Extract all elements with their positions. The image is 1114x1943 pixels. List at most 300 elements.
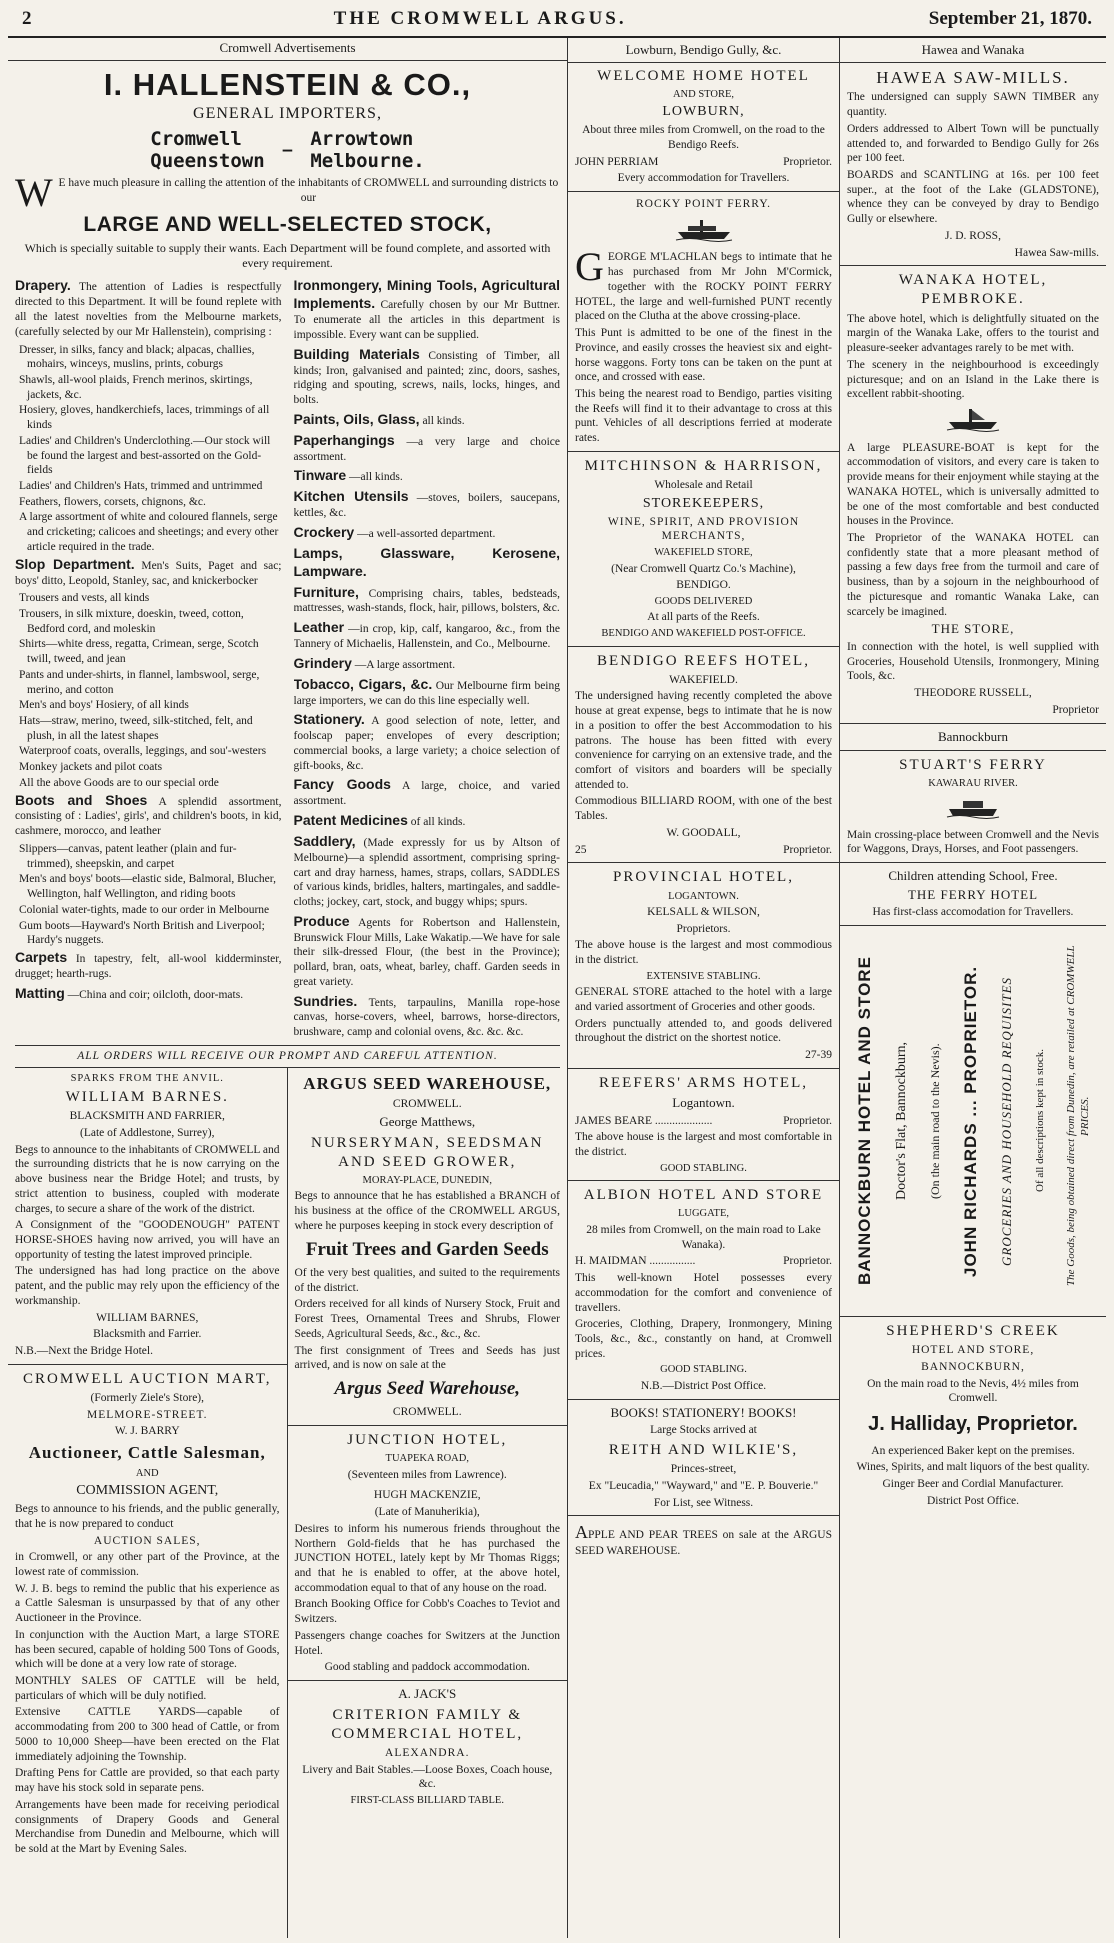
masthead bbox=[8, 8, 1106, 38]
criterion-p2: FIRST-CLASS BILLIARD TABLE. bbox=[350, 1795, 504, 1807]
right-entry bbox=[294, 993, 561, 1040]
department-text: —China and coir; oilcloth, door-mats. bbox=[67, 988, 244, 1001]
books-sub: Large Stocks arrived at bbox=[650, 1424, 757, 1437]
seed-p2: Of the very best qualities, and suited to the requirements of the district. bbox=[294, 1266, 560, 1294]
seed-p3: Orders received for all kinds of Nursery Stock, Fruit and Forest Trees, Ornamental Trees and Shrubs, Flower Seeds, Agricultural Seeds, &c., &c., &c. bbox=[294, 1298, 560, 1340]
department-text: —stoves, boilers, saucepans, kettles, &c. bbox=[293, 492, 560, 520]
department-heading: Crockery bbox=[293, 523, 355, 540]
department-heading: Lamps, Glassware, Kerosene, Lampware. bbox=[293, 544, 560, 579]
town-cromwell: Cromwell bbox=[150, 127, 242, 150]
town-queenstown: Queenstown bbox=[150, 149, 265, 172]
auction-role: Auctioneer, Cattle Salesman, bbox=[28, 1443, 266, 1463]
department-text: —A large assortment. bbox=[354, 658, 456, 671]
bannockburn-vertical-ad bbox=[845, 931, 1101, 1311]
left-entry bbox=[15, 510, 282, 554]
books-name-text: EITH AND WILKIE'S, bbox=[620, 1441, 799, 1458]
right-entry bbox=[294, 655, 561, 673]
ferry-boat-icon bbox=[575, 216, 832, 247]
department-heading: Drapery. bbox=[15, 277, 71, 294]
drop-cap: R bbox=[608, 1441, 621, 1458]
paper-title: THE CROMWELL ARGUS. bbox=[333, 8, 627, 29]
left-entry bbox=[15, 744, 282, 759]
left-entry bbox=[15, 591, 282, 606]
department-text: A good selection of note, letter, and foolscap paper; envelopes of every description; commercial books, a large variety; a choice selection of gift-books, &c. bbox=[293, 715, 560, 772]
divider bbox=[568, 451, 839, 452]
columns bbox=[8, 38, 1106, 1938]
shepherd-who: J. Halliday, Proprietor. bbox=[868, 1412, 1078, 1435]
column-lowburn bbox=[568, 38, 840, 1938]
column-header: Cromwell Advertisements bbox=[8, 38, 567, 61]
department-heading: Patent Medicines bbox=[293, 812, 408, 829]
departments-left bbox=[15, 277, 282, 1042]
bannockburn-label: Bannockburn bbox=[937, 728, 1009, 744]
arms-who: JAMES BEARE .................... bbox=[575, 1114, 713, 1127]
stuart-hotel: THE FERRY HOTEL bbox=[907, 886, 1039, 902]
books-list: For List, see Witness. bbox=[653, 1496, 754, 1509]
left-entry bbox=[15, 556, 282, 589]
department-text: Monkey jackets and pilot coats bbox=[19, 761, 163, 774]
welcome-title-text: ELCOME HOME HOTEL bbox=[613, 67, 810, 84]
column-hawea bbox=[840, 38, 1106, 1938]
albion-town: LUGGATE, bbox=[677, 1208, 730, 1220]
welcome-proprietor bbox=[575, 155, 832, 170]
shepherd-p4: Ginger Beer and Cordial Manufacturer. bbox=[882, 1478, 1064, 1490]
ferry-title: ROCKY POINT FERRY. bbox=[635, 198, 772, 211]
barnes-signature: WILLIAM BARNES, bbox=[96, 1311, 199, 1324]
department-text: all kinds. bbox=[422, 414, 465, 427]
barnes-nb: N.B.—Next the Bridge Hotel. bbox=[15, 1344, 153, 1357]
town-arrowtown: Arrowtown bbox=[310, 127, 414, 150]
books-title: BOOKS! STATIONERY! BOOKS! bbox=[610, 1404, 797, 1420]
books-name bbox=[575, 1441, 832, 1460]
left-entry bbox=[15, 434, 282, 478]
auction-who: W. J. BARRY bbox=[114, 1425, 180, 1438]
junction-title bbox=[295, 1431, 561, 1450]
right-entry bbox=[294, 776, 561, 809]
seed-house: Argus Seed Warehouse, bbox=[334, 1377, 521, 1399]
left-entry bbox=[15, 714, 282, 743]
department-text: Comprising chairs, tables, bedsteads, mattresses, wash-stands, flock, hair, pillows, bolsters, &c. bbox=[293, 587, 560, 615]
department-text: Hosiery, gloves, handkerchiefs, laces, trimmings of all kinds bbox=[19, 404, 270, 432]
department-text: Agents for Robertson and Hallenstein, Brunswick Flour Mills, Lake Wakatip.—We have for sale their silk-dressed Flour, (the best in the Province); pollard, bran, oats, wheat, barley, chaff. Garden seeds in great variety. bbox=[293, 916, 560, 988]
department-heading: Leather bbox=[293, 619, 345, 636]
firm-subtitle: GENERAL IMPORTERS, bbox=[193, 105, 382, 123]
wanaka-p2: The scenery in the neighbourhood is exceedingly picturesque; and on an Island in the Lake there is excellent rabbit-shooting. bbox=[847, 358, 1099, 401]
right-entry bbox=[294, 411, 561, 429]
department-heading: Slop Department. bbox=[15, 555, 135, 572]
right-entry bbox=[294, 277, 561, 342]
department-heading: Tobacco, Cigars, &c. bbox=[293, 675, 433, 692]
right-entry bbox=[294, 488, 561, 521]
left-entry bbox=[15, 495, 282, 510]
right-entry bbox=[294, 545, 561, 581]
albion-nb: N.B.—District Post Office. bbox=[640, 1379, 767, 1392]
ferry-p1 bbox=[575, 244, 832, 324]
department-text: —a very large and choice assortment. bbox=[293, 435, 560, 463]
albion-title-text: LBION HOTEL AND STORE bbox=[596, 1187, 824, 1204]
books-street: Princes-street, bbox=[670, 1463, 737, 1476]
drop-cap: A bbox=[575, 1522, 588, 1543]
wanaka-store: THE STORE, bbox=[931, 621, 1015, 637]
albion-p2: This well-known Hotel possesses every accommodation for the comfort and convenience of travellers. bbox=[575, 1272, 832, 1314]
seed-trade-text: URSERYMAN, SEEDSMAN AND SEED GROWER, bbox=[323, 1134, 544, 1170]
vertical-line-2: Doctor's Flat, Bannockburn, bbox=[893, 1041, 909, 1200]
ferry-punt-icon bbox=[847, 795, 1099, 824]
department-text: A large, choice, and varied assortment. bbox=[293, 780, 560, 808]
saw-p2: Orders addressed to Albert Town will be punctually attended to, and forwarded to Bendigo Gully for 26s per 100 feet. bbox=[847, 122, 1099, 165]
seed-town2: CROMWELL. bbox=[392, 1406, 462, 1419]
drop-cap: B bbox=[597, 652, 610, 669]
drop-cap: H bbox=[876, 67, 891, 87]
reefs-role: Proprietor. bbox=[783, 843, 832, 856]
drop-cap: N bbox=[310, 1134, 324, 1151]
seed-town: CROMWELL. bbox=[392, 1098, 462, 1111]
saw-title-text: AWEA SAW-MILLS. bbox=[890, 67, 1070, 87]
towns-dash: — bbox=[282, 140, 293, 160]
department-heading: Paints, Oils, Glass, bbox=[293, 410, 420, 427]
left-entry bbox=[15, 919, 282, 948]
reefs-title-text: ENDIGO REEFS HOTEL, bbox=[609, 652, 810, 669]
divider bbox=[568, 862, 839, 863]
albion-role: Proprietor. bbox=[783, 1255, 832, 1268]
column-header: Lowburn, Bendigo Gully, &c. bbox=[568, 40, 839, 63]
auction-p1: Begs to announce to his friends, and the public generally, that he is now prepared to conduct bbox=[15, 1503, 280, 1530]
saw-title bbox=[847, 67, 1099, 89]
department-heading: Sundries. bbox=[293, 992, 358, 1009]
auction-p5: MONTHLY SALES OF CATTLE will be held, particulars of which will be duly notified. bbox=[15, 1675, 280, 1702]
wanaka-p4: The Proprietor of the WANAKA HOTEL can confidently state that a more pleasant method of passing a few days free from the turmoil and care of business, than by a sojourn in the neighbourhood of the picturesque and romantic Wanaka Lake, can scarcely be imagined. bbox=[847, 532, 1099, 618]
barnes-kicker: SPARKS FROM THE ANVIL. bbox=[70, 1072, 224, 1084]
auction-street: MELMORE-STREET. bbox=[86, 1408, 208, 1421]
department-text: Gum boots—Hayward's North British and Liverpool; Hardy's nuggets. bbox=[19, 919, 265, 947]
drop-cap: M bbox=[584, 457, 600, 474]
barnes-trade: BLACKSMITH AND FARRIER, bbox=[69, 1110, 225, 1123]
junction-who: HUGH MACKENZIE, bbox=[373, 1489, 481, 1502]
department-text: Shirts—white dress, regatta, Crimean, serge, Scotch twill, tweed, and jean bbox=[19, 638, 259, 666]
junction-title-text: UNCTION HOTEL, bbox=[355, 1432, 508, 1449]
department-text: Waterproof coats, overalls, leggings, and sou'-westers bbox=[19, 745, 267, 758]
barnes-signature-title: Blacksmith and Farrier. bbox=[93, 1328, 202, 1341]
left-entry bbox=[15, 903, 282, 918]
saw-place: Hawea Saw-mills. bbox=[1014, 246, 1099, 259]
seed-p4: The first consignment of Trees and Seeds has just arrived, and is now on sale at the bbox=[294, 1344, 560, 1372]
department-text: Feathers, flowers, corsets, chignons, &c. bbox=[19, 495, 206, 508]
seed-fruit: Fruit Trees and Garden Seeds bbox=[305, 1238, 549, 1260]
department-text: Trousers, in silk mixture, doeskin, tweed, cotton, Bedford cord, and moleskin bbox=[19, 607, 244, 635]
drop-cap: W bbox=[65, 1089, 82, 1106]
left-entry bbox=[15, 403, 282, 432]
stock-subline: Which is specially suitable to supply their wants. Each Department will be found complete, and assorted with every requirement. bbox=[24, 240, 551, 271]
divider bbox=[288, 1425, 568, 1426]
department-text: Tents, tarpaulins, Manilla rope-hose canvas, horse-covers, wheel, barrows, horse-directors, brushware, camp and colonial ovens, &c. &c. &c. bbox=[293, 996, 560, 1039]
auction-title bbox=[15, 1370, 280, 1389]
divider bbox=[840, 265, 1106, 266]
provincial-p3: Orders punctually attended to, and goods delivered throughout the district on the shortest notice. bbox=[575, 1017, 832, 1045]
divider bbox=[840, 723, 1106, 724]
welcome-role: Proprietor. bbox=[783, 155, 832, 168]
apple-ad bbox=[575, 1521, 832, 1559]
vertical-line-7: The Goods, being obtained direct from Dunedin, are retailed at CROMWELL PRICES. bbox=[1065, 945, 1092, 1287]
department-heading: Tinware bbox=[293, 467, 347, 484]
shepherd-p2: An experienced Baker kept on the premises. bbox=[871, 1444, 1075, 1457]
albion-p1: 28 miles from Cromwell, on the main road to Lake Wanaka). bbox=[586, 1223, 821, 1251]
welcome-sub: AND STORE, bbox=[672, 88, 735, 100]
department-text: In tapestry, felt, all-wool kidderminster, drugget; hearth-rugs. bbox=[15, 952, 282, 980]
mitchinson-store: WAKEFIELD STORE, bbox=[654, 547, 753, 559]
towns-left bbox=[150, 129, 264, 173]
right-entry bbox=[294, 432, 561, 465]
page-number: 2 bbox=[22, 8, 32, 29]
reefs-num: 25 bbox=[575, 843, 587, 856]
provincial-who: KELSALL & WILSON, bbox=[647, 905, 760, 918]
auction-p3: W. J. B. begs to remind the public that his experience as a Cattle Salesman is unsurpassed by that of any other Auctioneer in the Province. bbox=[15, 1582, 280, 1625]
department-text: Ladies' and Children's Hats, trimmed and untrimmed bbox=[19, 480, 263, 493]
saw-p3: BOARDS and SCANTLING at 16s. per 100 feet super., at the foot of the Lake (GLADSTONE), whence they can be conveyed by dray to Bendigo Gully or elsewhere. bbox=[847, 168, 1099, 226]
provincial-p1: The above house is the largest and most commodious in the district. bbox=[575, 939, 832, 967]
vertical-line-4: JOHN RICHARDS ... PROPRIETOR. bbox=[961, 965, 981, 1277]
arms-title-text: EEFERS' ARMS HOTEL, bbox=[611, 1074, 808, 1091]
reefs-title bbox=[575, 652, 832, 671]
shepherd-p1: On the main road to the Nevis, 4½ miles from Cromwell. bbox=[867, 1377, 1079, 1405]
seed-address: MORAY-PLACE, DUNEDIN, bbox=[362, 1175, 492, 1187]
wanaka-p1: The above hotel, which is delightfully situated on the margin of the Wanaka Lake, offers to the tourist and pleasure-seeker advantages rarely to be met with. bbox=[847, 312, 1099, 355]
seed-name: George Matthews, bbox=[379, 1114, 476, 1130]
intro-text: E have much pleasure in calling the attention of the inhabitants of CROMWELL and surrounding districts to our bbox=[58, 177, 559, 205]
auction-former: (Formerly Ziele's Store), bbox=[90, 1391, 205, 1404]
all-orders-line: ALL ORDERS WILL RECEIVE OUR PROMPT AND CAREFUL ATTENTION. bbox=[15, 1045, 560, 1068]
department-text: Consisting of Timber, all kinds; Iron, galvanised and painted; zinc, doors, sashes, ridging and spouting, screws, nails, locks, hinges, and bolts. bbox=[293, 349, 560, 407]
right-entry bbox=[294, 676, 561, 709]
auction-p6: Extensive CATTLE YARDS—capable of accommodating from 200 to 300 head of Cattle, or from 5000 to 10,000 Sheep—have been erected on the Flat immediately adjoining the Township. bbox=[15, 1706, 280, 1763]
auction-p2: in Cromwell, or any other part of the Province, at the lowest rate of commission. bbox=[15, 1551, 280, 1579]
auction-p4: In conjunction with the Auction Mart, a large STORE has been secured, capable of holding 500 Tons of Goods, which will be done at a very low rate of storage. bbox=[15, 1628, 280, 1671]
department-text: —a well-assorted department. bbox=[357, 527, 496, 540]
left-entry bbox=[15, 760, 282, 775]
divider bbox=[568, 1515, 839, 1516]
department-text: Men's Suits, Paget and sac; boys' ditto, Leopold, Stanley, sac, and knickerbocker bbox=[15, 559, 282, 587]
provincial-town: LOGANTOWN. bbox=[668, 890, 739, 902]
mitchinson-sub: Wholesale and Retail bbox=[654, 479, 753, 491]
left-entry bbox=[15, 949, 282, 982]
department-text: Trousers and vests, all kinds bbox=[19, 592, 150, 605]
divider bbox=[568, 646, 839, 647]
arms-role: Proprietor. bbox=[783, 1114, 832, 1127]
department-text: of all kinds. bbox=[410, 816, 466, 829]
vertical-line-6: Of all descriptions kept in stock. bbox=[1033, 1049, 1046, 1193]
provincial-stabling: EXTENSIVE STABLING. bbox=[646, 970, 761, 982]
stuart-school: Children attending School, Free. bbox=[888, 867, 1058, 883]
criterion-town: ALEXANDRA. bbox=[385, 1746, 470, 1759]
wanaka-who: THEODORE RUSSELL, bbox=[914, 687, 1032, 700]
shepherd-title bbox=[847, 1322, 1099, 1341]
department-text: Shawls, all-wool plaids, French merinos, skirtings, jackets, &c. bbox=[19, 373, 253, 401]
department-heading: Paperhangings bbox=[293, 431, 395, 448]
firm-name: I. HALLENSTEIN & CO., bbox=[103, 66, 472, 102]
auction-sales: AUCTION SALES, bbox=[93, 1534, 201, 1547]
town-melbourne: Melbourne. bbox=[310, 149, 425, 172]
divider bbox=[840, 750, 1106, 751]
mitchinson-trade2: WINE, SPIRIT, AND PROVISION MERCHANTS, bbox=[607, 515, 800, 543]
reefs-town: WAKEFIELD. bbox=[669, 673, 738, 686]
department-text: Men's and boys' Hosiery, of all kinds bbox=[19, 699, 189, 712]
left-entry bbox=[15, 479, 282, 494]
arms-title bbox=[575, 1074, 832, 1093]
provincial-title-text: ROVINCIAL HOTEL, bbox=[623, 869, 794, 886]
department-text: Hats—straw, merino, tweed, silk-stitched, felt, and plush, in all the latest shapes bbox=[19, 714, 253, 742]
drop-cap: J bbox=[347, 1432, 356, 1449]
department-text: Colonial water-tights, made to our order in Melbourne bbox=[19, 903, 270, 916]
drop-cap: A bbox=[583, 1187, 597, 1204]
barnes-late: (Late of Addlestone, Surrey), bbox=[80, 1126, 215, 1139]
ferry-p1-text: EORGE M'LACHLAN begs to intimate that he has purchased from Mr John M'Cormick, together with the ROCKY POINT FERRY HOTEL, the large and well-furnished PUNT recently placed on the Clutha at the above crossing-place. bbox=[575, 251, 832, 323]
issue-date: September 21, 1870. bbox=[928, 8, 1092, 29]
vertical-line-3: (On the main road to the Nevis). bbox=[927, 1043, 942, 1199]
divider bbox=[568, 1068, 839, 1069]
albion-proprietor bbox=[575, 1254, 832, 1269]
wanaka-p5: In connection with the hotel, is well supplied with Groceries, Household Utensils, Ironmongery, Mining Tools, &c. bbox=[847, 640, 1099, 683]
towns-right bbox=[310, 129, 424, 173]
arms-p1: The above house is the largest and most comfortable in the district. bbox=[575, 1131, 832, 1159]
column-header: Hawea and Wanaka bbox=[840, 40, 1106, 63]
drop-cap: W bbox=[15, 170, 53, 216]
albion-who: H. MAIDMAN ................ bbox=[575, 1255, 696, 1268]
stuart-river: KAWARAU RIVER. bbox=[928, 778, 1018, 790]
department-text: A splendid assortment, consisting of : Ladies', girls', and children's boots, in kid, cashmere, morocco, and leather bbox=[15, 795, 282, 838]
departments-right bbox=[294, 277, 561, 1042]
department-heading: Ironmongery, Mining Tools, Agricultural Implements. bbox=[293, 277, 560, 312]
shepherd-sub: HOTEL AND STORE, bbox=[911, 1344, 1035, 1357]
saw-p1: The undersigned can supply SAWN TIMBER any quantity. bbox=[847, 91, 1099, 119]
ferry-p2: This Punt is admitted to be one of the finest in the Province, and easily crosses the heaviest six and eight-horse waggons. Forty tons can be taken on the punt at once, and crossed with ease. bbox=[575, 327, 832, 384]
ferry-p3: This being the nearest road to Bendigo, parties visiting the Reefs will find it to their advantage to cross at this punt. Vehicles of all descriptions ferried at moderate rates. bbox=[575, 387, 832, 445]
intro-paragraph bbox=[15, 170, 560, 216]
right-entry bbox=[294, 524, 561, 542]
arms-stabling: GOOD STABLING. bbox=[660, 1162, 747, 1174]
departments bbox=[15, 277, 560, 1042]
department-text: Dresser, in silks, fancy and black; alpacas, challies, mohairs, winceys, muslins, prints, coburgs bbox=[19, 343, 255, 371]
department-heading: Carpets bbox=[15, 948, 68, 965]
department-heading: Produce bbox=[293, 912, 350, 929]
books-ex: Ex "Leucadia," "Wayward," and "E. P. Bouverie." bbox=[588, 1479, 819, 1492]
department-text: All the above Goods are to our special orde bbox=[19, 776, 219, 789]
divider bbox=[568, 191, 839, 192]
criterion-p1: Livery and Bait Stables.—Loose Boxes, Coach house, &c. bbox=[302, 1763, 553, 1791]
drop-cap: G bbox=[575, 244, 604, 290]
left-entry bbox=[15, 792, 282, 839]
department-heading: Fancy Goods bbox=[293, 776, 391, 793]
vertical-line-1: BANNOCKBURN HOTEL AND STORE bbox=[854, 956, 874, 1286]
arms-town: Logantown. bbox=[672, 1095, 735, 1111]
barnes-p1: Begs to announce to the inhabitants of CROMWELL and the surrounding districts that he is now carrying on the above business near the Bridge Hotel; and trusts, by strict attention to business, coupled with moderate charges, to secure a share of the work of the district. bbox=[15, 1143, 280, 1215]
auction-title-text: ROMWELL AUCTION MART, bbox=[35, 1370, 272, 1387]
divider bbox=[8, 1364, 287, 1365]
department-text: Our Melbourne firm being large importers, we can do this line especially well. bbox=[293, 679, 560, 707]
mitchinson-parts: At all parts of the Reefs. bbox=[647, 611, 760, 624]
criterion-title bbox=[295, 1706, 561, 1744]
mitchinson-title bbox=[575, 457, 832, 476]
divider bbox=[840, 1316, 1106, 1317]
stuart-title bbox=[847, 756, 1099, 775]
auction-role2: COMMISSION AGENT, bbox=[76, 1483, 219, 1499]
provincial-p2: GENERAL STORE attached to the hotel with a large and varied assortment of Groceries and other goods. bbox=[575, 986, 832, 1013]
junction-p3: Passengers change coaches for Switzers at the Junction Hotel. bbox=[294, 1629, 560, 1657]
mitchinson-near: (Near Cromwell Quartz Co.'s Machine), bbox=[611, 562, 796, 575]
drop-cap: W bbox=[898, 272, 914, 289]
auction-p8: Arrangements have been made for receiving periodical consignments of Drapery Goods and General Merchandise from Dunedin and Melbourne, which will be sold at the Mart by Evening Sales. bbox=[15, 1798, 280, 1855]
wanaka-title bbox=[847, 271, 1099, 309]
left-entry bbox=[15, 842, 282, 871]
mitchinson-trade: STOREKEEPERS, bbox=[642, 495, 765, 511]
junction-p4: Good stabling and paddock accommodation. bbox=[324, 1661, 530, 1674]
pleasure-boat-icon bbox=[847, 406, 1099, 437]
department-heading: Stationery. bbox=[293, 711, 365, 728]
junction-p1: Desires to inform his numerous friends throughout the Northern Gold-fields that he has purchased the JUNCTION HOTEL, lately kept by Mr Thomas Riggs; and that he is enabled to offer, at the above hotel, accommodation equal to that of any house on the road. bbox=[294, 1522, 560, 1594]
left-entry bbox=[15, 277, 282, 339]
department-heading: Building Materials bbox=[293, 345, 420, 362]
hallenstein-ad bbox=[8, 38, 567, 1068]
department-text: The attention of Ladies is respectfully directed to this Department. It will be found replete with all the latest novelties from the Melbourne markets, (carefully selected by our Mr Hallenstein), comprising : bbox=[15, 281, 282, 338]
department-heading: Grindery bbox=[293, 654, 352, 671]
seed-trade bbox=[295, 1134, 561, 1172]
shepherd-town: BANNOCKBURN, bbox=[921, 1360, 1025, 1373]
wanaka-p3: A large PLEASURE-BOAT is kept for the accommodation of visitors, and every care is taken to provide means for their enjoyment while staying at the WANAKA HOTEL, which is universally admitted to be one of the most comfortable and best conducted houses in the Province. bbox=[847, 441, 1099, 528]
saw-who: J. D. ROSS, bbox=[945, 229, 1001, 242]
drop-cap: P bbox=[613, 869, 624, 886]
barnes-name bbox=[15, 1088, 280, 1107]
welcome-who: JOHN PERRIAM bbox=[575, 155, 659, 168]
right-entry bbox=[294, 346, 561, 408]
left-entry bbox=[15, 776, 282, 791]
seed-p1: Begs to announce that he has established a BRANCH of his business at the office of the CROMWELL ARGUS, where he purposes keeping in stock every description of bbox=[294, 1190, 560, 1232]
right-entry bbox=[294, 812, 561, 830]
vertical-line-5: GROCERIES AND HOUSEHOLD REQUISITES bbox=[999, 976, 1015, 1266]
albion-title bbox=[575, 1186, 832, 1205]
stock-headline: LARGE AND WELL-SELECTED STOCK, bbox=[83, 212, 492, 236]
criterion-who: A. JACK'S bbox=[398, 1685, 457, 1701]
department-heading: Kitchen Utensils bbox=[293, 488, 409, 505]
column-cromwell-bottom bbox=[8, 1068, 567, 1938]
divider bbox=[288, 1680, 568, 1681]
wanaka-role: Proprietor bbox=[1052, 703, 1099, 716]
wanaka-title-text: ANAKA HOTEL, PEMBROKE. bbox=[913, 272, 1048, 308]
drop-cap: S bbox=[886, 1322, 897, 1339]
towns-block bbox=[15, 129, 560, 173]
left-entry bbox=[15, 698, 282, 713]
junction-late: (Late of Manuherikia), bbox=[374, 1506, 480, 1519]
right-entry bbox=[294, 913, 561, 990]
drop-cap: W bbox=[597, 67, 614, 84]
stuart-title-text: TUART'S FERRY bbox=[909, 757, 1047, 774]
department-text: Slippers—canvas, patent leather (plain and fur-trimmed), sheepskin, and carpet bbox=[19, 842, 237, 870]
welcome-title bbox=[575, 67, 832, 86]
department-heading: Boots and Shoes bbox=[15, 791, 148, 808]
divider bbox=[568, 1399, 839, 1400]
barnes-p2: A Consignment of the "GOODENOUGH" PATENT HORSE-SHOES having now arrived, you will have an opportunity of testing the latest improved principle. bbox=[15, 1219, 280, 1261]
right-entry bbox=[294, 584, 561, 617]
auction-p7: Drafting Pens for Cattle are provided, so that each party may have his stock sold in separate pens. bbox=[15, 1767, 280, 1795]
welcome-p2: Every accommodation for Travellers. bbox=[617, 172, 790, 185]
mitchinson-po: BENDIGO AND WAKEFIELD POST-OFFICE. bbox=[601, 628, 806, 640]
shepherd-p3: Wines, Spirits, and malt liquors of the best quality. bbox=[856, 1461, 1090, 1474]
welcome-town: LOWBURN, bbox=[662, 104, 745, 120]
divider bbox=[840, 925, 1106, 926]
department-text: Pants and under-shirts, in flannel, lambswool, serge, merino, and cotton bbox=[19, 668, 260, 696]
reefs-who: W. GOODALL, bbox=[666, 826, 741, 839]
left-entry bbox=[15, 637, 282, 666]
department-heading: Saddlery, bbox=[293, 832, 356, 849]
department-heading: Matting bbox=[15, 984, 65, 1001]
junction-miles: (Seventeen miles from Lawrence). bbox=[347, 1468, 507, 1481]
